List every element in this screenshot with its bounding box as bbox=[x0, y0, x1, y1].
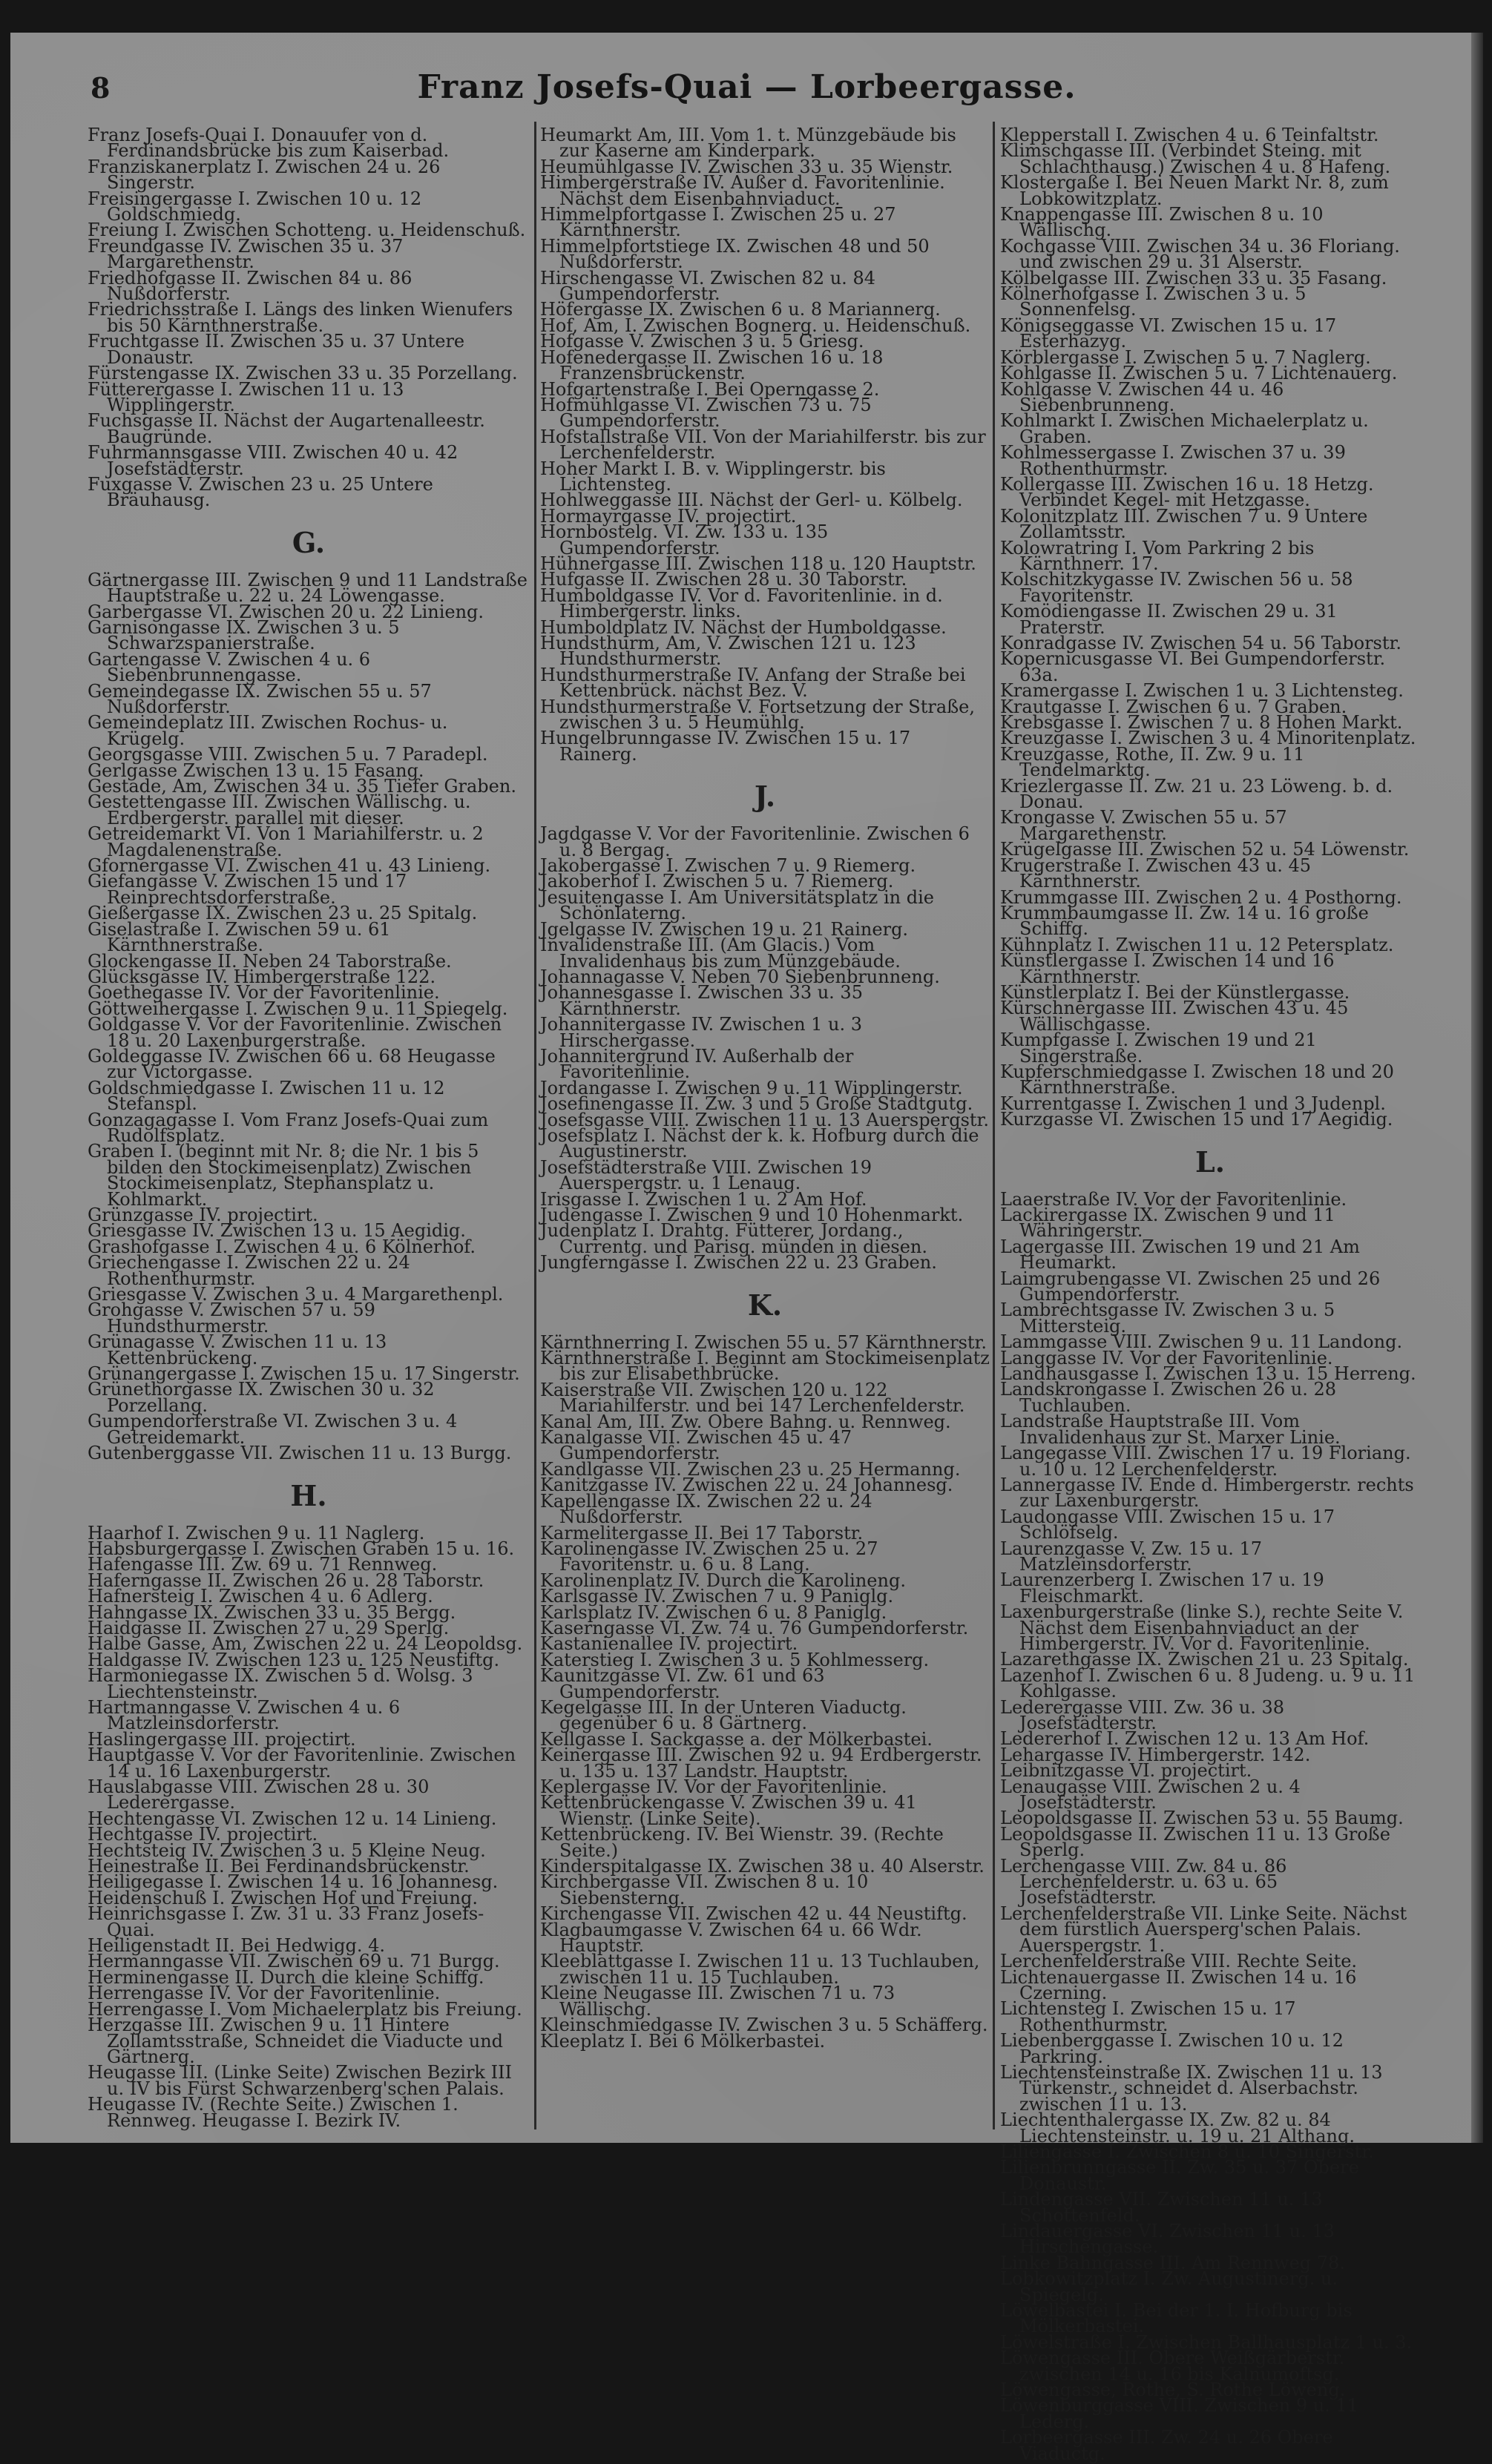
street-entry: Gfornergasse VI. Zwischen 41 u. 43 Linieng. bbox=[88, 855, 491, 877]
directory-column-1 bbox=[88, 125, 530, 2131]
street-entry: Laurenzgasse V. Zw. 15 u. 17 Matzleinsdorferstr. bbox=[1000, 1538, 1263, 1575]
street-entry: Gonzagagasse I. Vom Franz Josefs-Quai zum Rudolfsplatz. bbox=[88, 1109, 489, 1146]
street-entry: Josefstädterstraße VIII. Zwischen 19 Auerspergstr. u. 1 Lenaug. bbox=[540, 1156, 872, 1194]
street-entry: Lammgasse VIII. Zwischen 9 u. 11 Landong. bbox=[1000, 1331, 1403, 1353]
street-entry: Kohlmarkt I. Zwischen Michaelerplatz u. Graben. bbox=[1000, 410, 1369, 447]
street-entry: Gießergasse IX. Zwischen 23 u. 25 Spitalg. bbox=[88, 903, 478, 924]
column-divider bbox=[534, 122, 536, 2129]
street-entry: Freisingergasse I. Zwischen 10 u. 12 Goldschmiedg. bbox=[88, 188, 422, 225]
street-entry: Lindauergasse VI. Zwischen 11 u. 13 Hirschengasse. bbox=[1000, 2221, 1335, 2258]
street-entry: Johannitergasse IV. Zwischen 1 u. 3 Hirschergasse. bbox=[540, 1014, 863, 1051]
street-entry: Kegelgasse III. In der Unteren Viaductg. gegenüber 6 u. 8 Gärtnerg. bbox=[540, 1696, 907, 1734]
street-entry: Georgsgasse VIII. Zwischen 5 u. 7 Paradepl. bbox=[88, 744, 488, 765]
street-entry: Lorbeergasse III. Zw. 24 u. 26 Obere Viaductg. bbox=[1000, 2427, 1333, 2464]
street-entry: Kleeplatz I. Bei 6 Mölkerbastei. bbox=[540, 2030, 826, 2052]
street-entry: Hühnergasse III. Zwischen 118 u. 120 Hauptstr. bbox=[540, 553, 976, 574]
street-entry: Herminengasse II. Durch die kleine Schiffg. bbox=[88, 1966, 484, 1988]
street-entry: Jakobergasse I. Zwischen 7 u. 9 Riemerg. bbox=[540, 855, 916, 877]
street-entry: Kandlgasse VII. Zwischen 23 u. 25 Hermanng. bbox=[540, 1458, 961, 1480]
street-entry: Kurrentgasse I. Zwischen 1 und 3 Judenpl. bbox=[1000, 1093, 1386, 1114]
street-entry: Garbergasse VI. Zwischen 20 u. 22 Linieng. bbox=[88, 601, 484, 622]
street-entry: Laudongasse VIII. Zwischen 15 u. 17 Schlöfselg. bbox=[1000, 1506, 1335, 1544]
directory-column-3 bbox=[1000, 125, 1420, 2464]
page-number: 8 bbox=[91, 71, 111, 105]
street-entry: Goldgasse V. Vor der Favoritenlinie. Zwischen 18 u. 20 Laxenburgerstraße. bbox=[88, 1014, 502, 1051]
street-entry: Josefinengasse II. Zw. 3 und 5 Große Stadtgutg. bbox=[540, 1093, 973, 1115]
street-entry: Langegasse VIII. Zwischen 17 u. 19 Floriang. u. 10 u. 12 Lerchenfelderstr. bbox=[1000, 1443, 1411, 1480]
street-entry: Hundsthurmerstraße V. Fortsetzung der Straße, zwischen 3 u. 5 Heumühlg. bbox=[540, 696, 976, 734]
street-entry: Judengasse I. Zwischen 9 und 10 Hohenmarkt. bbox=[540, 1205, 964, 1225]
street-entry: Knappengasse III. Zwischen 8 u. 10 Wällischg. bbox=[1000, 204, 1324, 241]
street-entry: Goldeggasse IV. Zwischen 66 u. 68 Heugasse zur Victorgasse. bbox=[88, 1045, 496, 1083]
street-entry: Krügelgasse III. Zwischen 52 u. 54 Löwenstr. bbox=[1000, 839, 1410, 860]
street-entry: Kolowratring I. Vom Parkring 2 bis Kärnthnerr. 17. bbox=[1000, 537, 1315, 574]
street-entry: Katerstieg I. Zwischen 3 u. 5 Kohlmesserg. bbox=[540, 1649, 930, 1670]
street-entry: Krummbaumgasse II. Zw. 14 u. 16 große Schiffg. bbox=[1000, 902, 1369, 940]
street-entry: Löwenburggasse VIII. Zwischen 9 u. 11 Lederg. bbox=[1000, 2395, 1358, 2432]
street-entry: Hofgartenstraße I. Bei Operngasse 2. bbox=[540, 378, 880, 400]
street-entry: Lerchengasse VIII. Zw. 84 u. 86 Lerchenfelderstr. u. 63 u. 65 Josefstädterstr. bbox=[1000, 1855, 1287, 1908]
street-entry: Irisgasse I. Zwischen 1 u. 2 Am Hof. bbox=[540, 1188, 867, 1210]
street-entry: Hofstallstraße VII. Von der Mariahilferstr. bis zur Lerchenfelderstr. bbox=[540, 426, 986, 464]
street-entry: Kollergasse III. Zwischen 16 u. 18 Hetzg. Verbindet Kegel- mit Hetzgasse. bbox=[1000, 473, 1374, 511]
street-entry: Franz Josefs-Quai I. Donauufer von d. Ferdinandsbrücke bis zum Kaiserbad. bbox=[88, 125, 450, 162]
street-entry: Landstraße Hauptstraße III. Vom Invalidenhaus zur St. Marxer Linie. bbox=[1000, 1411, 1341, 1448]
street-entry: Heugasse III. (Linke Seite) Zwischen Bezirk III u. IV bis Fürst Schwarzenberg'schen Palais. bbox=[88, 2062, 513, 2099]
street-entry: Kurzgasse VI. Zwischen 15 und 17 Aegidig. bbox=[1000, 1109, 1393, 1130]
street-entry: Lilienbrunngasse II. Zw. 35 u. 37 Obere Donaustr. bbox=[1000, 2157, 1359, 2194]
street-entry: Krautgasse I. Zwischen 6 u. 7 Graben. bbox=[1000, 696, 1347, 717]
street-entry: Karolinenplatz IV. Durch die Karolineng. bbox=[540, 1569, 906, 1591]
street-entry: Kärnthnerstraße I. Beginnt am Stockimeisenplatz bis zur Elisabethbrücke. bbox=[540, 1348, 990, 1385]
street-entry: Kinderspitalgasse IX. Zwischen 38 u. 40 Alserstr. bbox=[540, 1856, 985, 1877]
street-entry: Hafnersteig I. Zwischen 4 u. 6 Adlerg. bbox=[88, 1586, 433, 1607]
street-entry: Lehargasse IV. Himbergerstr. 142. bbox=[1000, 1744, 1311, 1765]
street-entry: Jakoberhof I. Zwischen 5 u. 7 Riemerg. bbox=[540, 871, 894, 892]
street-entry: Halbe Gasse, Am, Zwischen 22 u. 24 Leopoldsg. bbox=[88, 1633, 523, 1655]
street-entry: Laaerstraße IV. Vor der Favoritenlinie. bbox=[1000, 1188, 1347, 1210]
street-entry: Kopernicusgasse VI. Bei Gumpendorferstr. 63a. bbox=[1000, 648, 1386, 685]
street-entry: Karlsplatz IV. Zwischen 6 u. 8 Paniglg. bbox=[540, 1601, 887, 1623]
street-entry: Ledererhof I. Zwischen 12 u. 13 Am Hof. bbox=[1000, 1728, 1370, 1750]
street-entry: Karlsgasse IV. Zwischen 7 u. 9 Paniglg. bbox=[540, 1586, 894, 1607]
street-entry: Liebenberggasse I. Zwischen 10 u. 12 Parkring. bbox=[1000, 2030, 1344, 2067]
street-entry: Lenaugasse VIII. Zwischen 2 u. 4 Josefstädterstr. bbox=[1000, 1776, 1301, 1814]
street-entry: Josefsgasse VIII. Zwischen 11 u. 13 Auerspergstr. bbox=[540, 1109, 990, 1130]
street-entry: Jesuitengasse I. Am Universitätsplatz in die Schönlaterng. bbox=[540, 886, 934, 924]
street-entry: Heidenschuß I. Zwischen Hof und Freiung. bbox=[88, 1887, 479, 1908]
street-entry: Göttweihergasse I. Zwischen 9 u. 11 Spiegelg. bbox=[88, 998, 508, 1019]
street-entry: Heumarkt Am, III. Vom 1. t. Münzgebäude bis zur Kaserne am Kinderpark. bbox=[540, 125, 956, 162]
street-entry: Griesgasse IV. Zwischen 13 u. 15 Aegidig. bbox=[88, 1220, 466, 1242]
street-entry: Hechtgasse IV. projectirt. bbox=[88, 1824, 318, 1845]
street-entry: Lichtensteg I. Zwischen 15 u. 17 Rothenthurmstr. bbox=[1000, 1998, 1296, 2035]
street-entry: Fuxgasse V. Zwischen 23 u. 25 Untere Bräuhausg. bbox=[88, 473, 433, 511]
street-entry: Kumpfgasse I. Zwischen 19 und 21 Singerstraße. bbox=[1000, 1030, 1317, 1067]
street-entry: Gemeindeplatz III. Zwischen Rochus- u. Krügelg. bbox=[88, 712, 448, 749]
street-entry: Kölbelgasse III. Zwischen 33 u. 35 Fasang. bbox=[1000, 267, 1387, 289]
street-entry: Landhausgasse I. Zwischen 13 u. 15 Herreng. bbox=[1000, 1363, 1416, 1385]
street-entry: Heiligegasse I. Zwischen 14 u. 16 Johannesg. bbox=[88, 1871, 499, 1893]
street-entry: Gestettengasse III. Zwischen Wällischg. u. Erdbergerstr. parallel mit dieser. bbox=[88, 791, 471, 829]
street-entry: Königseggasse VI. Zwischen 15 u. 17 Esterhazyg. bbox=[1000, 314, 1337, 352]
street-entry: Giselastraße I. Zwischen 59 u. 61 Kärnthnerstraße. bbox=[88, 918, 391, 956]
street-entry: Gerlgasse Zwischen 13 u. 15 Fasang. bbox=[88, 760, 424, 781]
street-entry: Hohlweggasse III. Nächst der Gerl- u. Kölbelg. bbox=[540, 490, 963, 511]
street-entry: Fuhrmannsgasse VIII. Zwischen 40 u. 42 Josefstädterstr. bbox=[88, 442, 459, 479]
street-entry: Löwengasse, Rothe, S. Rothe Löweng. bbox=[1000, 2379, 1346, 2401]
street-entry: Lackirergasse IX. Zwischen 9 und 11 Währingerstr. bbox=[1000, 1205, 1335, 1242]
page-edge-shadow bbox=[1471, 33, 1483, 2143]
street-entry: Hofenedergasse II. Zwischen 16 u. 18 Franzensbrückenstr. bbox=[540, 346, 884, 384]
street-entry: Glücksgasse IV. Himbergerstraße 122. bbox=[88, 966, 436, 987]
street-entry: Krugerstraße I. Zwischen 43 u. 45 Kärnthnerstr. bbox=[1000, 854, 1312, 892]
street-entry: Himbergerstraße IV. Außer d. Favoritenlinie. Nächst dem Eisenbahnviaduct. bbox=[540, 172, 945, 209]
street-entry: Lindengasse VII. Zwischen 11 u. 13 Schottenfeld. bbox=[1000, 2189, 1323, 2226]
street-entry: Kürschnergasse III. Zwischen 43 u. 45 Wällischgasse. bbox=[1000, 998, 1349, 1035]
street-entry: Leopoldsgasse II. Zwischen 11 u. 13 Große Sperlg. bbox=[1000, 1823, 1390, 1861]
street-entry: Johannesgasse I. Zwischen 33 u. 35 Kärnthnerstr. bbox=[540, 982, 863, 1019]
street-entry: Kochgasse VIII. Zwischen 34 u. 36 Floriang. und zwischen 29 u. 31 Alserstr. bbox=[1000, 235, 1400, 273]
street-entry: Lazenhof I. Zwischen 6 u. 8 Judeng. u. 9 u. 11 Kohlgasse. bbox=[1000, 1664, 1416, 1702]
street-entry: Herzgasse III. Zwischen 9 u. 11 Hintere Zollamtsstraße, Schneidet die Viaducte und Gärtnerg. bbox=[88, 2015, 504, 2067]
street-entry: Heumühlgasse IV. Zwischen 33 u. 35 Wienstr. bbox=[540, 156, 953, 177]
street-entry: Griesgasse V. Zwischen 3 u. 4 Margarethenpl. bbox=[88, 1284, 504, 1305]
street-entry: Löwengasse III. Obere Weißgärberstr. zwischen 14 u. 16 bis Kalnumoftsg. bbox=[1000, 2348, 1345, 2385]
street-entry: Haldgasse IV. Zwischen 123 u. 125 Neustiftg. bbox=[88, 1649, 500, 1670]
street-entry: Humboldplatz IV. Nächst der Humboldgasse. bbox=[540, 616, 947, 638]
street-entry: Jungferngasse I. Zwischen 22 u. 23 Graben. bbox=[540, 1252, 937, 1274]
street-entry: Jagdgasse V. Vor der Favoritenlinie. Zwischen 6 u. 8 Bergag. bbox=[540, 823, 970, 860]
section-letter: J. bbox=[754, 780, 776, 814]
street-entry: Lederergasse VIII. Zw. 36 u. 38 Josefstädterstr. bbox=[1000, 1696, 1285, 1733]
street-entry: Lannergasse IV. Ende d. Himbergerstr. rechts zur Laxenburgerstr. bbox=[1000, 1474, 1414, 1512]
street-entry: Grünethorgasse IX. Zwischen 30 u. 32 Porzellang. bbox=[88, 1379, 435, 1416]
street-entry: Goldschmiedgasse I. Zwischen 11 u. 12 Stefanspl. bbox=[88, 1077, 445, 1115]
street-entry: Kleeblattgasse I. Zwischen 11 u. 13 Tuchlauben, zwischen 11 u. 15 Tuchlauben. bbox=[540, 1951, 980, 1988]
running-title: Franz Josefs-Quai — Lorbeergasse. bbox=[417, 68, 1077, 106]
street-entry: Liliengasse I. Zwischen 8 u. 10 Singerstr. bbox=[1000, 2141, 1374, 2162]
street-entry: Herrengasse I. Vom Michaelerplatz bis Freiung. bbox=[88, 1998, 522, 2020]
street-entry: Lambrechtsgasse IV. Zwischen 3 u. 5 Mittersteig. bbox=[1000, 1299, 1335, 1337]
street-entry: Hafengasse III. Zw. 69 u. 71 Rennweg. bbox=[88, 1554, 438, 1575]
street-entry: Jgelgasse IV. Zwischen 19 u. 21 Rainerg. bbox=[540, 918, 909, 940]
street-entry: Gartengasse V. Zwischen 4 u. 6 Siebenbrunnengasse. bbox=[88, 648, 371, 686]
street-entry: Kärnthnerring I. Zwischen 55 u. 57 Kärnthnerstr. bbox=[540, 1331, 987, 1353]
street-entry: Kupferschmiedgasse I. Zwischen 18 und 20 Kärnthnerstraße. bbox=[1000, 1061, 1394, 1098]
street-entry: Liechtensteinstraße IX. Zwischen 11 u. 13 Türkenstr., schneidet d. Alserbachstr. zwischen 11 u. 13. bbox=[1000, 2061, 1383, 2115]
street-entry: Kettenbrückengasse V. Zwischen 39 u. 41 Wienstr. (Linke Seite). bbox=[540, 1792, 917, 1829]
street-entry: Fürstengasse IX. Zwischen 33 u. 35 Porzellang. bbox=[88, 363, 518, 384]
street-entry: Kanal Am, III. Zw. Obere Bahng. u. Rennweg. bbox=[540, 1411, 951, 1432]
street-entry: Habsburgergasse I. Zwischen Graben 15 u. 16. bbox=[88, 1538, 515, 1559]
street-entry: Hoher Markt I. B. v. Wipplingerstr. bis Lichtensteg. bbox=[540, 458, 886, 495]
street-entry: Kettenbrückeng. IV. Bei Wienstr. 39. (Rechte Seite.) bbox=[540, 1824, 944, 1861]
street-entry: Lerchenfelderstraße VII. Linke Seite. Nächst dem fürstlich Auersperg'schen Palais. Auerspergstr. 1. bbox=[1000, 1903, 1407, 1956]
street-entry: Haferngasse II. Zwischen 26 u. 28 Taborstr. bbox=[88, 1569, 484, 1591]
street-entry: Kellgasse I. Sackgasse a. der Mölkerbastei. bbox=[540, 1728, 933, 1750]
street-entry: Fruchtgasse II. Zwischen 35 u. 37 Untere Donaustr. bbox=[88, 331, 465, 368]
street-entry: Liechtenthalergasse IX. Zw. 82 u. 84 Liechtensteinstr. u. 19 u. 21 Althang. bbox=[1000, 2109, 1355, 2147]
street-entry: Freiung I. Zwischen Schotteng. u. Heidenschuß. bbox=[88, 220, 526, 241]
section-letter: G. bbox=[292, 525, 326, 559]
street-entry: Kastanienallee IV. projectirt. bbox=[540, 1633, 798, 1655]
street-entry: Kanitzgasse IV. Zwischen 22 u. 24 Johannesg. bbox=[540, 1475, 953, 1496]
street-entry: Hufgasse II. Zwischen 28 u. 30 Taborstr. bbox=[540, 569, 907, 590]
street-entry: Haidgasse II. Zwischen 27 u. 29 Sperlg. bbox=[88, 1617, 450, 1638]
street-entry: Löwelbastei I. Bei der 1. I. Hofburg bis Mölkerbastei. bbox=[1000, 2300, 1353, 2337]
street-entry: Goethegasse IV. Vor der Favoritenlinie. bbox=[88, 982, 440, 1004]
street-entry: Kohlgasse V. Zwischen 44 u. 46 Siebenbrunneng. bbox=[1000, 378, 1284, 415]
street-entry: Hofgasse V. Zwischen 3 u. 5 Griesg. bbox=[540, 331, 864, 352]
street-entry: Keinergasse III. Zwischen 92 u. 94 Erdbergerstr. u. 135 u. 137 Landstr. Hauptstr. bbox=[540, 1745, 982, 1782]
street-entry: Giefangasse V. Zwischen 15 und 17 Reinprechtsdorferstraße. bbox=[88, 871, 407, 908]
street-entry: Laimgrubengasse VI. Zwischen 25 und 26 Gumpendorferstr. bbox=[1000, 1268, 1381, 1305]
section-letter: K. bbox=[747, 1288, 783, 1322]
street-entry: Krummgasse III. Zwischen 2 u. 4 Posthorng. bbox=[1000, 886, 1402, 908]
street-entry: Grashofgasse I. Zwischen 4 u. 6 Kölnerhof. bbox=[88, 1236, 476, 1257]
street-entry: Griechengasse I. Zwischen 22 u. 24 Rothenthurmstr. bbox=[88, 1252, 410, 1289]
street-entry: Gärtnergasse III. Zwischen 9 und 11 Landstraße Hauptstraße u. 22 u. 24 Löwengasse. bbox=[88, 569, 528, 607]
street-entry: Gemeindegasse IX. Zwischen 55 u. 57 Nußdorferstr. bbox=[88, 680, 432, 717]
street-entry: Konradgasse IV. Zwischen 54 u. 56 Taborstr. bbox=[1000, 633, 1401, 653]
directory-column-2 bbox=[540, 125, 990, 2129]
street-entry: Fütterergasse I. Zwischen 11 u. 13 Wipplingerstr. bbox=[88, 378, 404, 415]
street-entry: Invalidenstraße III. (Am Glacis.) Vom Invalidenhaus bis zum Münzgebäude. bbox=[540, 935, 901, 972]
street-entry: Lichtenauergasse II. Zwischen 14 u. 16 Czerning. bbox=[1000, 1966, 1357, 2003]
section-letter: L. bbox=[1195, 1144, 1225, 1179]
street-entry: Graben I. (beginnt mit Nr. 8; die Nr. 1 bis 5 bilden den Stockimeisenplatz) Zwischen Stockimeisenplatz, Stephansplatz u. Kohlmarkt. bbox=[88, 1141, 479, 1210]
street-entry: Kreuzgasse, Rothe, II. Zw. 9 u. 11 Tendelmarktg. bbox=[1000, 743, 1305, 781]
street-entry: Komödiengasse II. Zwischen 29 u. 31 Praterstr. bbox=[1000, 601, 1338, 638]
street-entry: Klostergaße I. Bei Neuen Markt Nr. 8, zum Lobkowitzplatz. bbox=[1000, 172, 1389, 209]
street-entry: Hartmanngasse V. Zwischen 4 u. 6 Matzleinsdorferstr. bbox=[88, 1696, 401, 1734]
street-entry: Kolonitzplatz III. Zwischen 7 u. 9 Untere Zollamtsstr. bbox=[1000, 505, 1368, 543]
street-entry: Höfergasse IX. Zwischen 6 u. 8 Mariannerg. bbox=[540, 299, 941, 320]
street-entry: Lerchenfelderstraße VIII. Rechte Seite. bbox=[1000, 1951, 1358, 1972]
street-entry: Kleinschmiedgasse IV. Zwischen 3 u. 5 Schäfferg. bbox=[540, 2015, 988, 2036]
street-entry: Karmelitergasse II. Bei 17 Taborstr. bbox=[540, 1522, 864, 1544]
street-entry: Laurenzerberg I. Zwischen 17 u. 19 Fleischmarkt. bbox=[1000, 1569, 1324, 1607]
street-entry: Kramergasse I. Zwischen 1 u. 3 Lichtensteg. bbox=[1000, 680, 1404, 702]
street-entry: Kohlmessergasse I. Zwischen 37 u. 39 Rothenthurmstr. bbox=[1000, 442, 1346, 479]
street-entry: Kühnplatz I. Zwischen 11 u. 12 Petersplatz. bbox=[1000, 934, 1394, 955]
street-entry: Josefsplatz I. Nächst der k. k. Hofburg durch die Augustinerstr. bbox=[540, 1124, 979, 1162]
street-entry: Haarhof I. Zwischen 9 u. 11 Naglerg. bbox=[88, 1522, 425, 1544]
street-entry: Langgasse IV. Vor der Favoritenlinie. bbox=[1000, 1347, 1333, 1368]
street-entry: Hauptgasse V. Vor der Favoritenlinie. Zwischen 14 u. 16 Laxenburgerstr. bbox=[88, 1745, 516, 1782]
street-entry: Hahngasse IX. Zwischen 33 u. 35 Bergg. bbox=[88, 1601, 456, 1623]
street-entry: Heiligenstadt II. Bei Hedwigg. 4. bbox=[88, 1935, 386, 1957]
street-entry: Linke Bahngasse III. Am Rennweg 78. bbox=[1000, 2252, 1345, 2273]
street-entry: Künstlergasse I. Zwischen 14 und 16 Kärnthnerstr. bbox=[1000, 950, 1335, 987]
street-entry: Kohlgasse II. Zwischen 5 u. 7 Lichtenauerg. bbox=[1000, 363, 1398, 384]
street-entry: Kölnerhofgasse I. Zwischen 3 u. 5 Sonnenfelsg. bbox=[1000, 283, 1307, 320]
street-entry: Kreuzgasse I. Zwischen 3 u. 4 Minoritenplatz. bbox=[1000, 728, 1416, 749]
street-entry: Grohgasse V. Zwischen 57 u. 59 Hundsthurmerstr. bbox=[88, 1299, 375, 1337]
street-entry: Hirschengasse VI. Zwischen 82 u. 84 Gumpendorferstr. bbox=[540, 267, 875, 305]
street-entry: Kleine Neugasse III. Zwischen 71 u. 73 Wällischg. bbox=[540, 1983, 895, 2020]
street-entry: Heinestraße II. Bei Ferdinandsbrückenstr. bbox=[88, 1856, 470, 1877]
street-entry: Kolschitzkygasse IV. Zwischen 56 u. 58 Favoritenstr. bbox=[1000, 569, 1353, 606]
street-entry: Kanalgasse VII. Zwischen 45 u. 47 Gumpendorferstr. bbox=[540, 1427, 852, 1464]
street-entry: Hermanngasse VII. Zwischen 69 u. 71 Burgg. bbox=[88, 1951, 500, 1972]
street-entry: Kirchbergasse VII. Zwischen 8 u. 10 Siebensterng. bbox=[540, 1871, 869, 1908]
street-entry: Hundsthurm, Am, V. Zwischen 121 u. 123 Hundsthurmerstr. bbox=[540, 633, 916, 670]
street-entry: Hundsthurmerstraße IV. Anfang der Straße bei Kettenbrück. nächst Bez. V. bbox=[540, 664, 966, 702]
street-entry: Franziskanerplatz I. Zwischen 24 u. 26 Singerstr. bbox=[88, 156, 441, 194]
street-entry: Kaiserstraße VII. Zwischen 120 u. 122 Mariahilferstr. und bei 147 Lerchenfelderstr. bbox=[540, 1379, 965, 1417]
street-entry: Karolinengasse IV. Zwischen 25 u. 27 Favoritenstr. u. 6 u. 8 Lang. bbox=[540, 1538, 878, 1575]
street-entry: Hof, Am, I. Zwischen Bognerg. u. Heidenschuß. bbox=[540, 314, 971, 336]
street-entry: Lagergasse III. Zwischen 19 und 21 Am Heumarkt. bbox=[1000, 1236, 1360, 1274]
street-entry: Heugasse IV. (Rechte Seite.) Zwischen 1. Rennweg. Heugasse I. Bezirk IV. bbox=[88, 2094, 459, 2131]
street-entry: Haslingergasse III. projectirt. bbox=[88, 1728, 356, 1750]
street-entry: Friedrichsstraße I. Längs des linken Wienufers bis 50 Kärnthnerstraße. bbox=[88, 299, 513, 336]
street-entry: Kaserngasse VI. Zw. 74 u. 76 Gumpendorferstr. bbox=[540, 1617, 969, 1638]
street-entry: Kapellengasse IX. Zwischen 22 u. 24 Nußdorferstr. bbox=[540, 1490, 872, 1528]
street-entry: Kirchengasse VII. Zwischen 42 u. 44 Neustiftg. bbox=[540, 1903, 967, 1925]
street-entry: Kaunitzgasse VI. Zw. 61 und 63 Gumpendorferstr. bbox=[540, 1665, 825, 1702]
street-entry: Johannagasse V. Neben 70 Siebenbrunneng. bbox=[540, 966, 940, 987]
page-header bbox=[10, 68, 1483, 113]
column-divider bbox=[993, 122, 995, 2129]
street-entry: Laxenburgerstraße (linke S.), rechte Seite V. Nächst dem Eisenbahnviaduct an der Himbergerstr. IV. Vor d. Favoritenlinie. bbox=[1000, 1601, 1404, 1654]
street-entry: Himmelpfortstiege IX. Zwischen 48 und 50 Nußdorferstr. bbox=[540, 235, 930, 273]
street-entry: Johannitergrund IV. Außerhalb der Favoritenlinie. bbox=[540, 1045, 854, 1083]
street-entry: Freundgasse IV. Zwischen 35 u. 37 Margarethenstr. bbox=[88, 235, 404, 273]
street-entry: Himmelpfortgasse I. Zwischen 25 u. 27 Kärnthnerstr. bbox=[540, 204, 896, 241]
street-entry: Künstlerplatz I. Bei der Künstlergasse. bbox=[1000, 981, 1350, 1003]
street-entry: Hornbostelg. VI. Zw. 133 u. 135 Gumpendorferstr. bbox=[540, 521, 829, 559]
street-entry: Landskrongasse I. Zwischen 26 u. 28 Tuchlauben. bbox=[1000, 1379, 1336, 1416]
street-entry: Getreidemarkt VI. Von 1 Mariahilferstr. u. 2 Magdalenenstraße. bbox=[88, 823, 484, 860]
street-entry: Leopoldsgasse II. Zwischen 53 u. 55 Baumg. bbox=[1000, 1808, 1404, 1829]
street-entry: Garnisongasse IX. Zwischen 3 u. 5 Schwarzspanierstraße. bbox=[88, 616, 400, 654]
street-entry: Gumpendorferstraße VI. Zwischen 3 u. 4 Getreidemarkt. bbox=[88, 1411, 458, 1448]
section-letter: H. bbox=[290, 1478, 327, 1512]
street-entry: Herrengasse IV. Vor der Favoritenlinie. bbox=[88, 1983, 441, 2004]
street-entry: Löwelstraße I. Zwischen Ballhausplatz 1 u. 3. bbox=[1000, 2331, 1413, 2353]
page-scan bbox=[10, 33, 1483, 2464]
street-entry: Heinrichsgasse I. Zw. 31 u. 33 Franz Josefs-Quai. bbox=[88, 1903, 484, 1940]
street-entry: Humboldgasse IV. Vor d. Favoritenlinie. in d. Himbergerstr. links. bbox=[540, 584, 943, 622]
street-entry: Lobkowitzplatz I. Zw. Augustinerg. u. Spiegelg. bbox=[1000, 2268, 1338, 2305]
street-entry: Friedhofgasse II. Zwischen 84 u. 86 Nußdorferstr. bbox=[88, 267, 413, 305]
street-entry: Fuchsgasse II. Nächst der Augartenalleestr. Baugründe. bbox=[88, 410, 485, 447]
street-entry: Hormayrgasse IV. projectirt. bbox=[540, 505, 797, 527]
street-entry: Keplergasse IV. Vor der Favoritenlinie. bbox=[540, 1776, 887, 1797]
street-entry: Gutenberggasse VII. Zwischen 11 u. 13 Burgg. bbox=[88, 1443, 512, 1464]
street-entry: Klepperstall I. Zwischen 4 u. 6 Teinfaltstr. bbox=[1000, 125, 1379, 145]
street-entry: Krongasse V. Zwischen 55 u. 57 Margarethenstr. bbox=[1000, 807, 1287, 844]
street-entry: Hechtsteig IV. Zwischen 3 u. 5 Kleine Neug. bbox=[88, 1839, 486, 1861]
street-entry: Hechtengasse VI. Zwischen 12 u. 14 Linieng. bbox=[88, 1808, 497, 1829]
street-entry: Gestade, Am, Zwischen 34 u. 35 Tiefer Graben. bbox=[88, 776, 516, 797]
street-entry: Harmoniegasse IX. Zwischen 5 d. Wolsg. 3 Liechtensteinstr. bbox=[88, 1665, 473, 1702]
street-entry: Klagbaumgasse V. Zwischen 64 u. 66 Wdr. Hauptstr. bbox=[540, 1919, 922, 1957]
street-entry: Krebsgasse I. Zwischen 7 u. 8 Hohen Markt. bbox=[1000, 712, 1403, 734]
street-entry: Jordangasse I. Zwischen 9 u. 11 Wipplingerstr. bbox=[540, 1077, 963, 1098]
street-entry: Körblergasse I. Zwischen 5 u. 7 Naglerg. bbox=[1000, 346, 1371, 368]
street-entry: Grünangergasse I. Zwischen 15 u. 17 Singerstr. bbox=[88, 1363, 520, 1385]
street-entry: Judenplatz I. Drahtg. Fütterer, Jordang., Currentg. und Parisg. münden in diesen. bbox=[540, 1220, 927, 1257]
street-entry: Grünzgasse IV. projectirt. bbox=[88, 1205, 318, 1225]
street-entry: Hauslabgasse VIII. Zwischen 28 u. 30 Lederergasse. bbox=[88, 1776, 430, 1814]
street-entry: Glockengasse II. Neben 24 Taborstraße. bbox=[88, 950, 452, 972]
street-entry: Leibnitzgasse VI. projectirt. bbox=[1000, 1760, 1252, 1782]
street-entry: Hungelbrunngasse IV. Zwischen 15 u. 17 Rainerg. bbox=[540, 728, 911, 765]
street-entry: Hofmühlgasse VI. Zwischen 73 u. 75 Gumpendorferstr. bbox=[540, 394, 872, 432]
street-entry: Kriezlergasse II. Zw. 21 u. 23 Löweng. b. d. Donau. bbox=[1000, 775, 1393, 813]
street-entry: Grünagasse V. Zwischen 11 u. 13 Kettenbrückeng. bbox=[88, 1331, 387, 1368]
street-entry: Lazarethgasse IX. Zwischen 21 u. 23 Spitalg. bbox=[1000, 1649, 1409, 1670]
street-entry: Klimschgasse III. (Verbindet Steing. mit Schlachthausg.) Zwischen 4 u. 8 Hafeng. bbox=[1000, 140, 1391, 177]
